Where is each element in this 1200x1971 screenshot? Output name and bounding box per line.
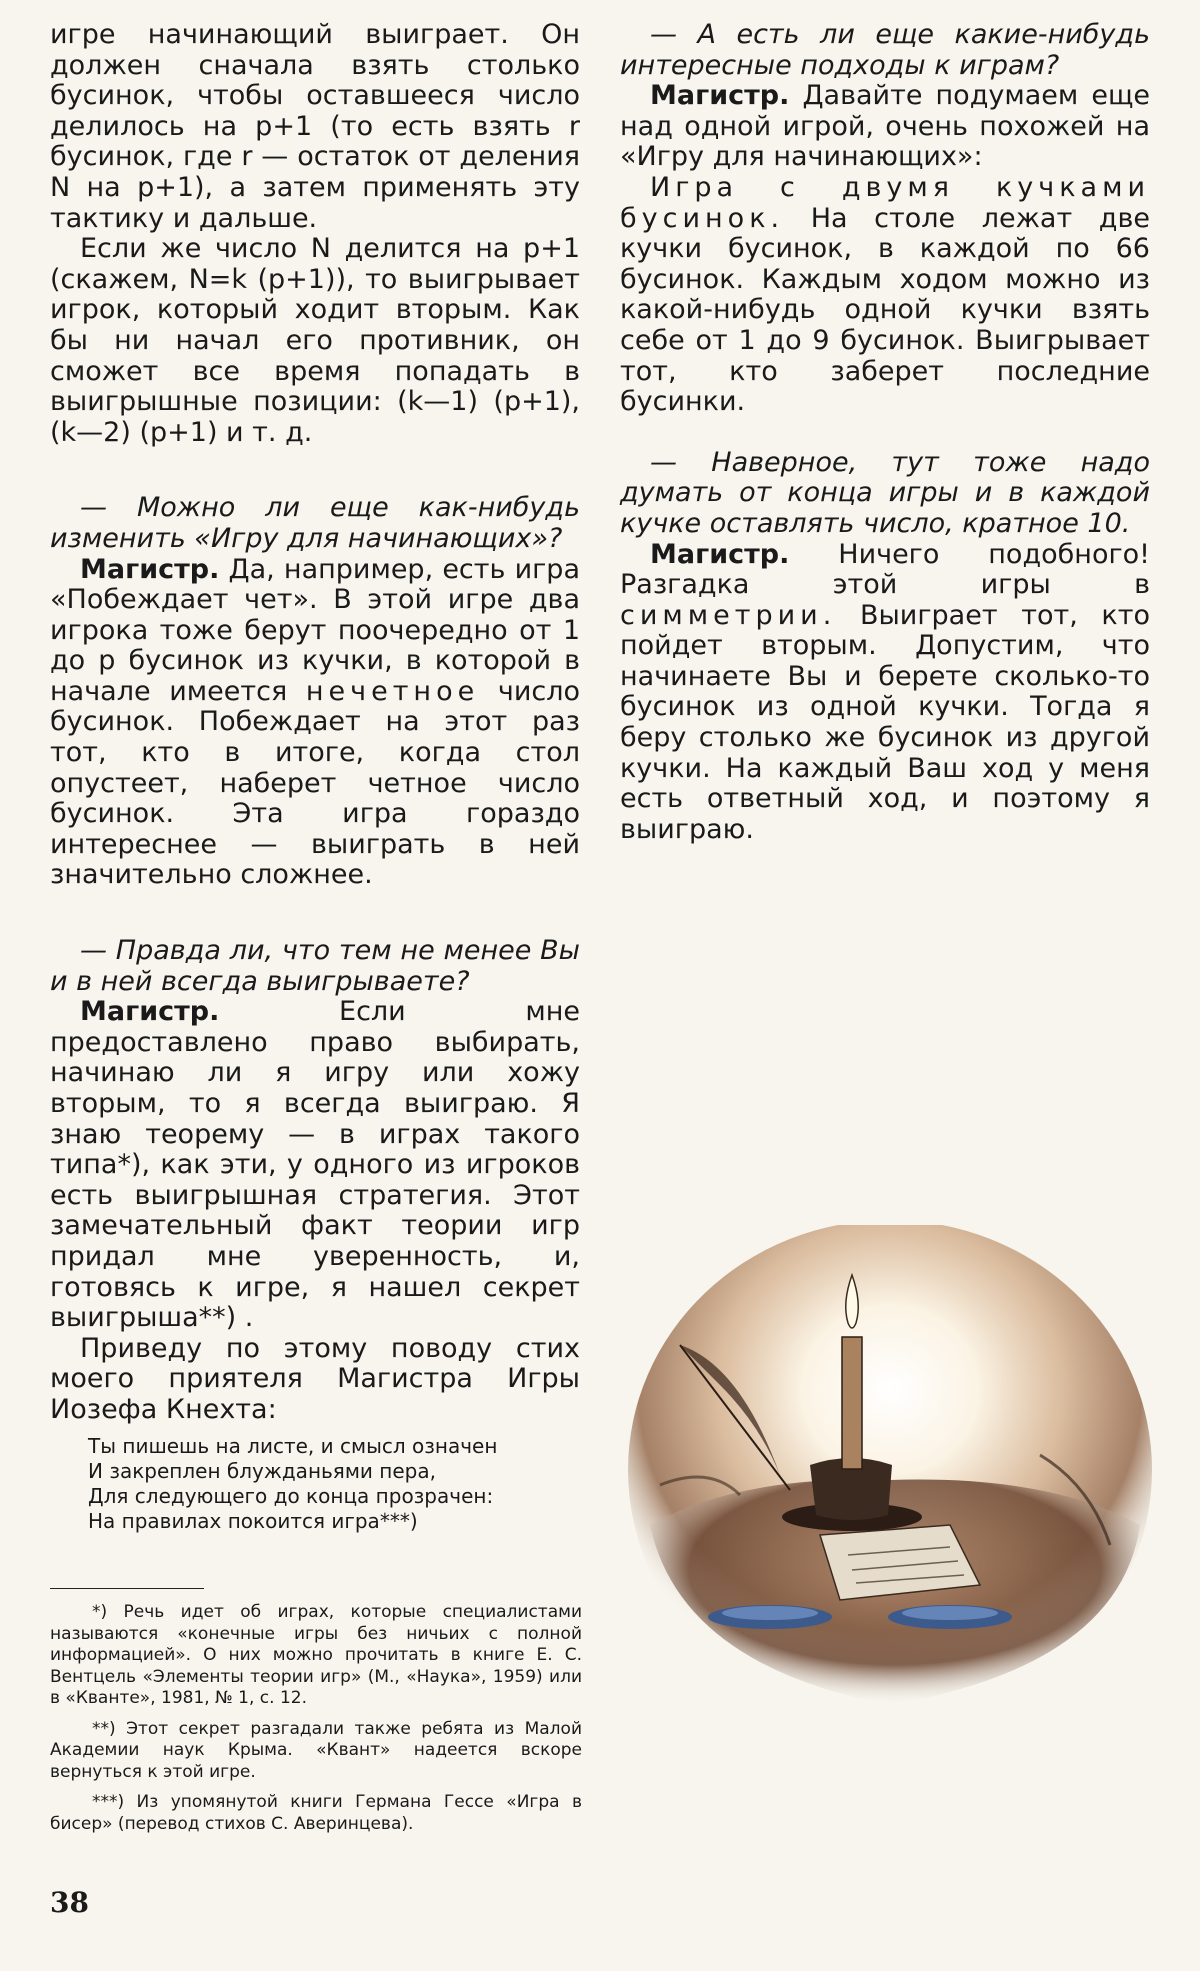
answer-theorem: Магистр. Если мне предоставлено право выбирать, начинаю ли я игру или хожу вторым, то я всегда выиграю. Я знаю теорему — в играх такого типа*), как эти, у одного из игроков есть выигрышная стратегия. Этот замечательный факт теории игр придал мне уверенность, и, готовясь к игре, я нашел секрет выигрыша**) . <box>50 996 580 1334</box>
poem-line: Ты пишешь на листе, и смысл означен <box>88 1433 498 1458</box>
speaker-label: Магистр. <box>80 553 220 585</box>
answer-symmetry: Магистр. Ничего подобного! Разгадка этой игры в симметрии. Выиграет тот, кто пойдет вторым. Допустим, что начинаете Вы и берете сколько-то бусинок из одной кучки. Тогда я беру столько же бусинок из другой кучки. На каждый Ваш ход у меня есть ответный ход, и поэтому я выиграю. <box>620 538 1150 845</box>
question-modify-game: — Можно ли еще как-нибудь изменить «Игру для начинающих»? <box>50 492 580 554</box>
question-always-win: — Правда ли, что тем не менее Вы и в ней всегда выигрываете? <box>50 935 580 997</box>
footnote-2: **) Этот секрет разгадали также ребята из Малой Академии наук Крыма. «Квант» надеется вскоре вернуться к этой игре. <box>50 1718 582 1782</box>
emphasis-odd: нечетное <box>305 675 480 707</box>
speaker-label: Магистр. <box>80 996 220 1028</box>
paragraph-poem-intro: Приведу по этому поводу стих моего приятеля Магистра Игры Иозефа Кнехта: <box>50 1332 580 1425</box>
poem-line: Для следующего до конца прозрачен: <box>88 1483 494 1508</box>
poem <box>88 1434 580 1534</box>
right-column <box>620 20 1150 845</box>
footnote-3: ***) Из упомянутой книги Германа Гессе «Игра в бисер» (перевод стихов С. Аверинцева). <box>50 1792 582 1834</box>
game-title: Игра с двумя кучками бусинок. <box>620 171 1150 234</box>
speaker-label: Магистр. <box>650 538 790 570</box>
left-column <box>50 20 580 1534</box>
answer-even-wins: Магистр. Да, например, есть игра «Побеждает чет». В этой игре два игрока тоже берут поочередно от 1 до p бусинок из кучки, в которой в начале имеется нечетное число бусинок. Побеждает на этот раз тот, кто в итоге, когда стол опустеет, наберет четное число бусинок. Эта игра гораздо интереснее — выиграть в ней значительно сложнее. <box>50 553 581 891</box>
candle-icon <box>842 1337 862 1469</box>
candle-illustration <box>620 1225 1160 1735</box>
speaker-label: Магистр. <box>650 80 790 112</box>
paragraph-strategy: игре начинающий выиграет. Он должен сначала взять столько бусинок, чтобы оставшееся число делилось на p+1 (то есть взять r бусинок, где r — остаток от деления N на p+1), а затем применять эту тактику и дальше. <box>50 19 580 234</box>
poem-line: И закреплен блужданьями пера, <box>88 1458 436 1483</box>
emphasis-symmetry: симметрии. <box>620 599 837 631</box>
question-think-from-end: — Наверное, тут тоже надо думать от конца игры и в каждой кучке оставлять число, кратное 10. <box>620 446 1150 539</box>
game-two-piles: Игра с двумя кучками бусинок. На столе лежат две кучки бусинок, в каждой по 66 бусинок. Каждым ходом можно из какой-нибудь одной кучки взять себе от 1 до 9 бусинок. Выигрывает тот, кто заберет последние бусинки. <box>620 171 1150 418</box>
question-other-approaches: — А есть ли еще какие-нибудь интересные подходы к играм? <box>620 19 1150 81</box>
footnote-1: *) Речь идет об играх, которые специалистами называются «конечные игры без ничьих с полной информацией». О них можно прочитать в книге Е. С. Вентцель «Элементы теории игр» (М., «Наука», 1959) или в «Кванте», 1981, № 1, с. 12. <box>50 1602 582 1708</box>
answer-another-game: Магистр. Давайте подумаем еще над одной игрой, очень похожей на «Игру для начинающих»: <box>620 80 1150 173</box>
poem-line: На правилах покоится игра***) <box>88 1508 418 1533</box>
footnotes <box>50 1602 582 1844</box>
paragraph-divisible-case: Если же число N делится на p+1 (скажем, N=k (p+1)), то выигрывает игрок, который ходит вторым. Как бы ни начал его противник, он сможет все время попадать в выигрышные позиции: (k—1) (p+1), (k—2) (p+1) и т. д. <box>50 233 580 448</box>
footnote-rule <box>50 1588 204 1589</box>
candle-illustration-svg <box>620 1225 1160 1735</box>
page-number: 38 <box>50 1886 89 1919</box>
